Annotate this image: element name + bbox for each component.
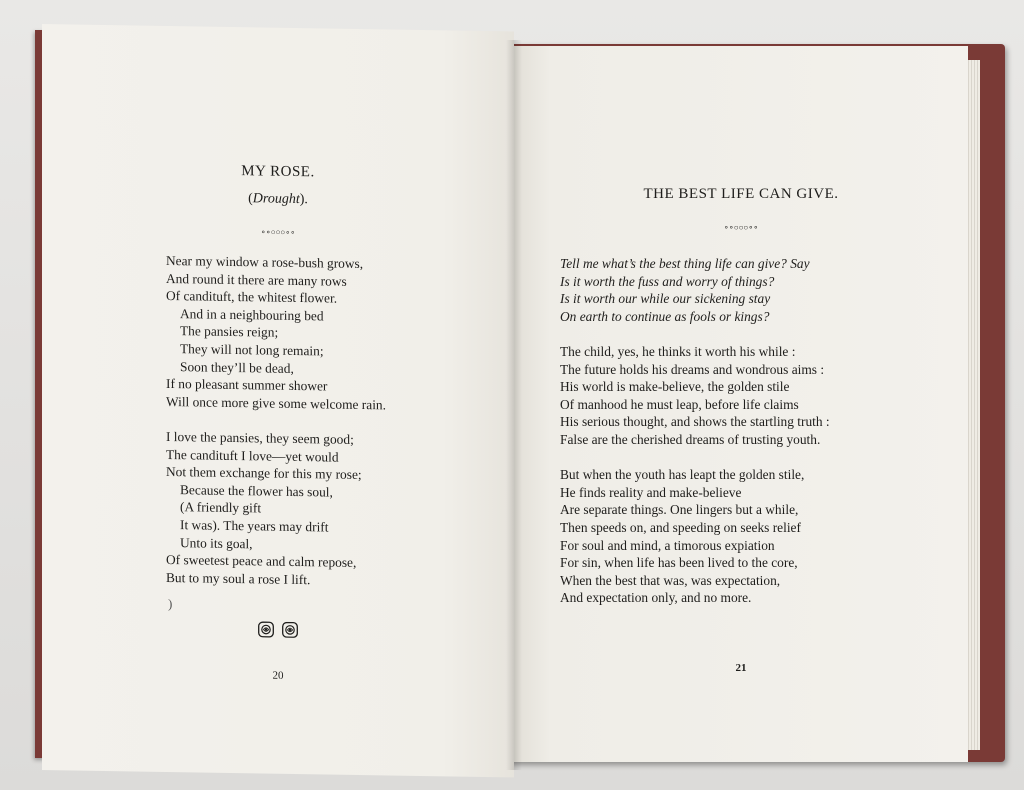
page-number-right: 21 — [735, 662, 747, 674]
poem-line: The pansies reign; — [180, 323, 279, 341]
right-page — [514, 46, 968, 762]
poem-line: And round it there are many rows — [166, 270, 347, 289]
poem-line: I love the pansies, they seem good; — [166, 428, 354, 447]
poem-line: Will once more give some welcome rain. — [166, 393, 386, 413]
poem-line: Of candituft, the whitest flower. — [166, 288, 338, 306]
page-stack-edge — [966, 60, 980, 750]
subtitle-close-paren: ). — [299, 192, 308, 208]
poem-line: Near my window a rose-bush grows, — [166, 252, 364, 272]
stanza-gap — [560, 325, 830, 343]
poem-line: Is it worth our while our sickening stay — [560, 291, 771, 307]
poem-line: False are the cherished dreams of trusting youth. — [560, 431, 821, 447]
poem-line: His world is make-believe, the golden stile — [560, 379, 790, 395]
poem-line: On earth to continue as fools or kings? — [560, 308, 770, 324]
poem-line: For soul and mind, a timorous expiation — [560, 537, 775, 553]
poem-line: Soon they’ll be dead, — [180, 358, 294, 376]
poem-line: Of manhood he must leap, before life claims — [560, 396, 799, 412]
poem-line: Is it worth the fuss and worry of things? — [560, 273, 775, 289]
stanza-gap — [560, 449, 830, 467]
poem-line: When the best that was, was expectation, — [560, 572, 781, 588]
poem-line: The future holds his dreams and wondrous aims : — [560, 361, 825, 377]
subtitle-word: Drought — [252, 191, 300, 208]
poem-line: For sin, when life has been lived to the core, — [560, 555, 798, 571]
poem-title-best-life: THE BEST LIFE CAN GIVE. — [643, 186, 839, 202]
book-gutter — [506, 40, 522, 770]
poem-line: And expectation only, and no more. — [560, 590, 752, 606]
poem-subtitle — [42, 188, 514, 211]
ornament-divider: ∘∘○○○∘∘ — [723, 223, 759, 232]
poem-body-my-rose — [166, 252, 386, 590]
poem-line: Unto its goal, — [180, 534, 253, 551]
poem-line: Of sweetest peace and calm repose, — [166, 552, 357, 571]
poem-line: Because the flower has soul, — [180, 481, 333, 500]
poem-line: His serious thought, and shows the startling truth : — [560, 414, 830, 430]
poem-line: But when the youth has leapt the golden stile, — [560, 467, 805, 483]
poem-line: They will not long remain; — [180, 341, 324, 359]
rose-ornament-icon — [258, 621, 274, 637]
ornament-divider: ∘∘○○○∘∘ — [260, 227, 296, 237]
poem-line: If no pleasant summer shower — [166, 376, 328, 394]
page-number-left: 20 — [272, 669, 284, 682]
poem-line: It was). The years may drift — [180, 517, 329, 535]
poem-title-my-rose: MY ROSE. — [241, 163, 315, 181]
poem-line: The candituft I love—yet would — [166, 446, 339, 465]
poem-line: Then speeds on, and speeding on seeks relief — [560, 519, 801, 535]
rose-ornaments — [42, 618, 514, 641]
pencil-mark: ) — [168, 595, 173, 612]
subtitle-open-paren: ( — [248, 191, 253, 207]
rose-ornament-icon — [282, 622, 298, 638]
poem-line: Are separate things. One lingers but a while, — [560, 502, 799, 518]
poem-line: Tell me what’s the best thing life can give? Say — [560, 256, 810, 271]
poem-line: Not them exchange for this my rose; — [166, 464, 362, 483]
poem-line: (A friendly gift — [180, 499, 262, 516]
left-page — [42, 24, 514, 777]
poem-line: And in a neighbouring bed — [180, 305, 324, 324]
poem-body-best-life — [560, 255, 830, 607]
poem-line: But to my soul a rose I lift. — [166, 569, 311, 587]
poem-line: He finds reality and make-believe — [560, 484, 742, 500]
poem-line: The child, yes, he thinks it worth his while : — [560, 343, 796, 359]
